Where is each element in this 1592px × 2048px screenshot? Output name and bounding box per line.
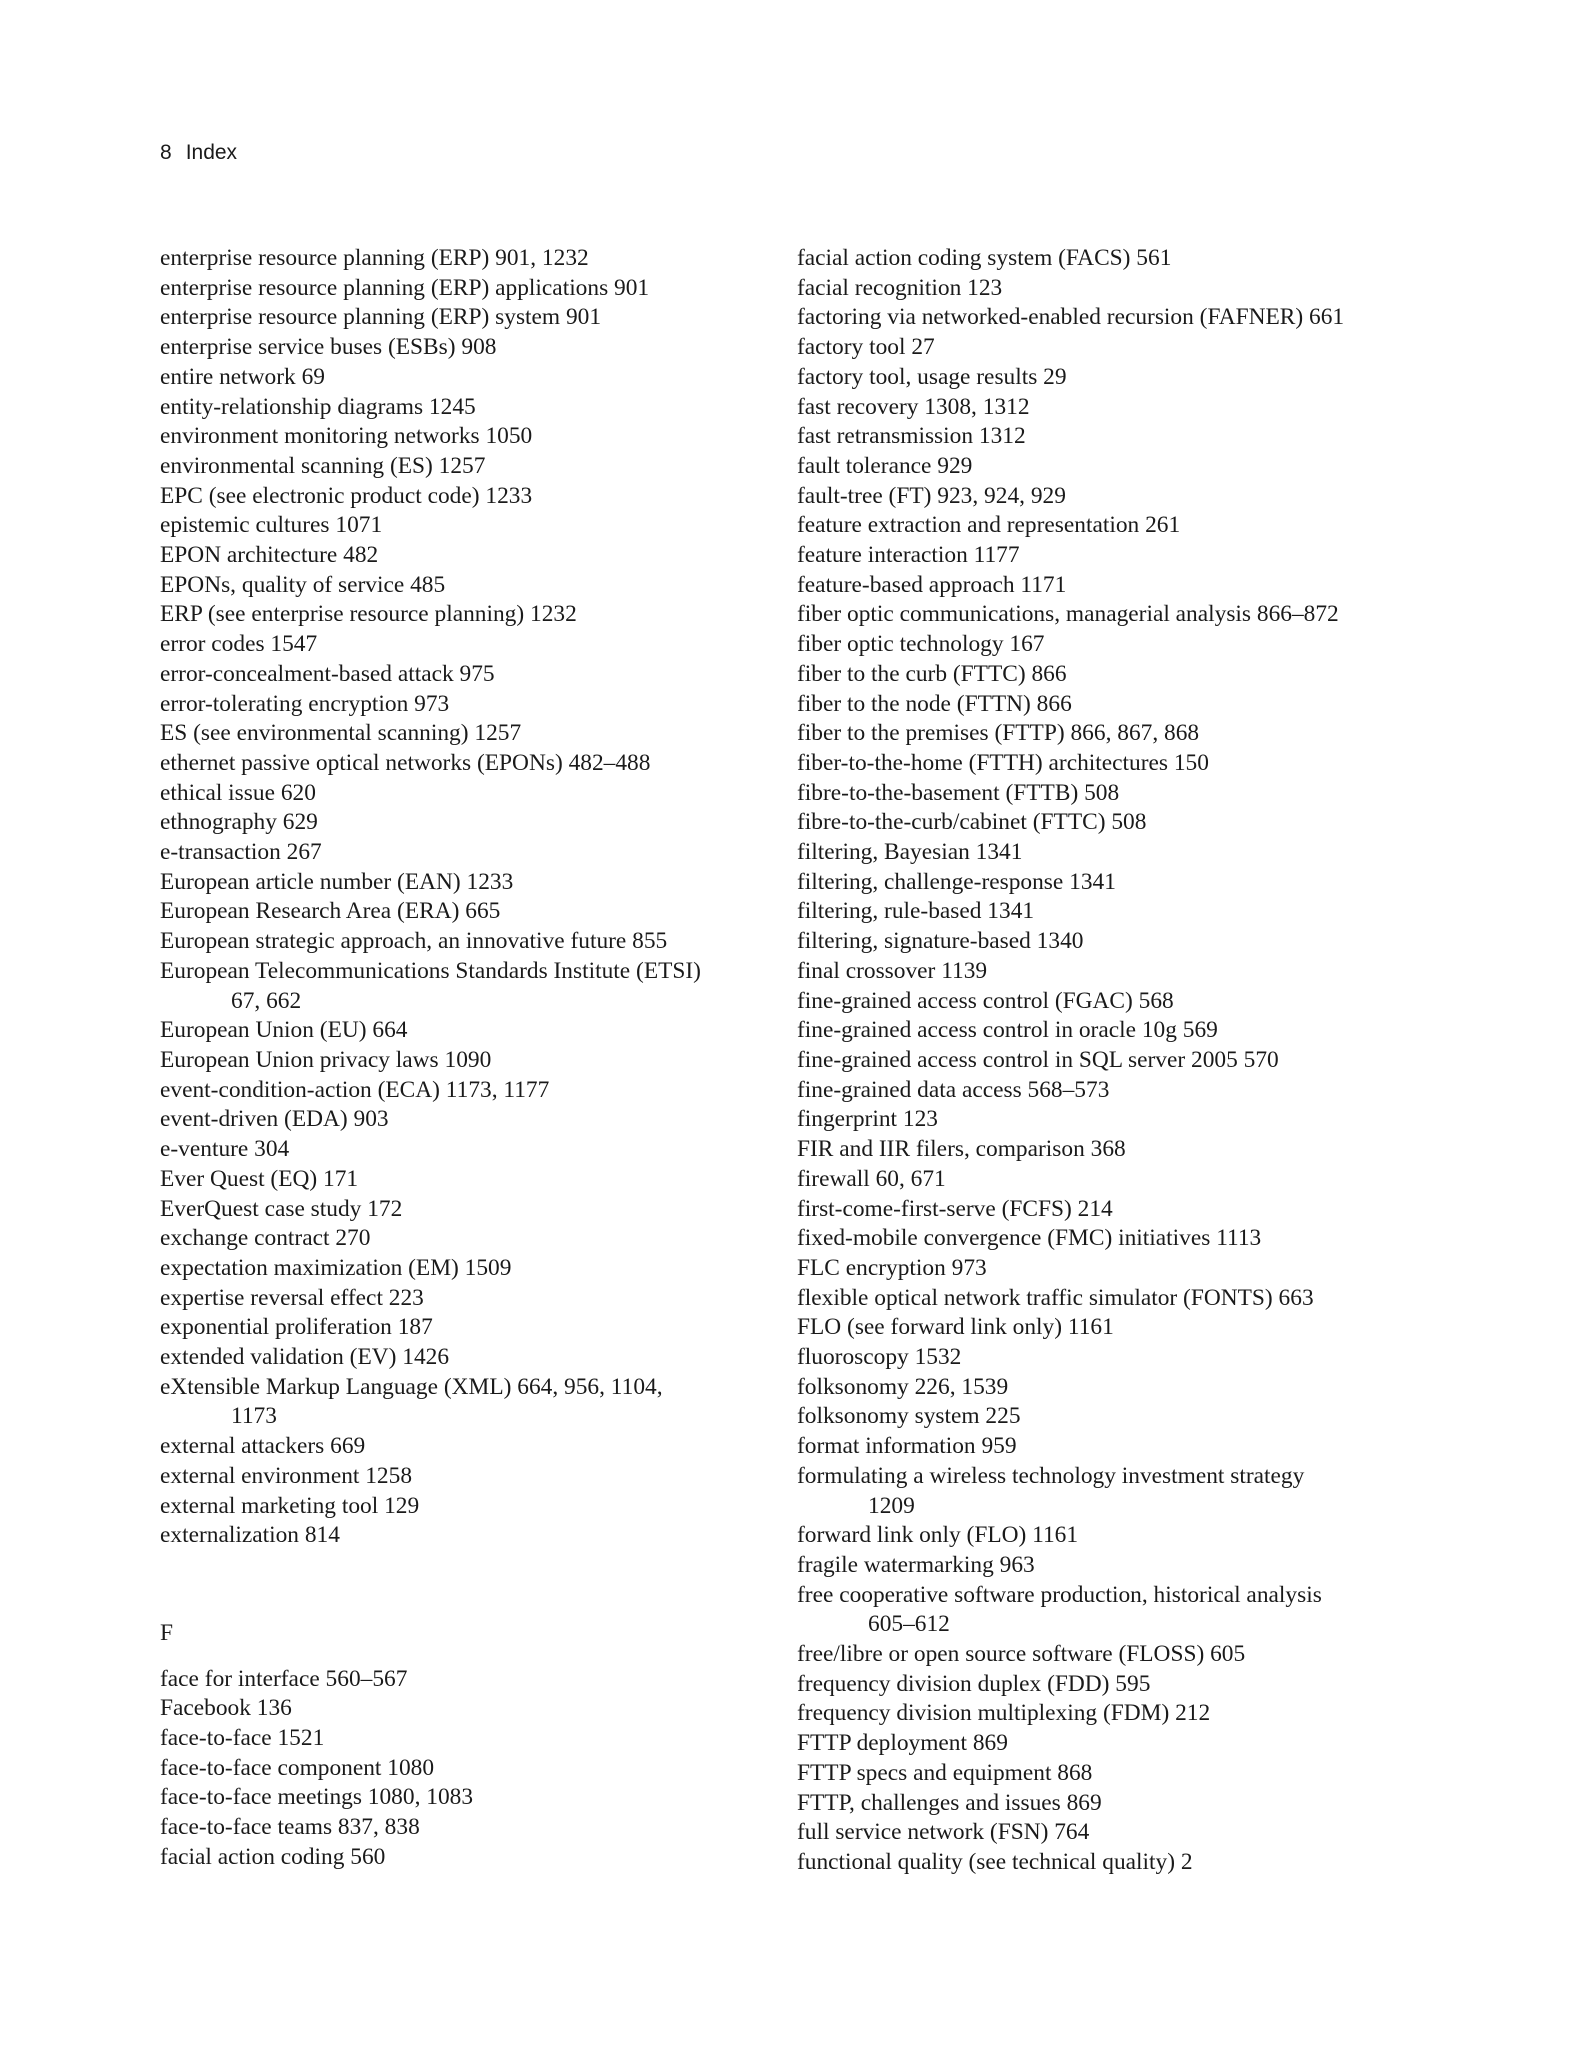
index-entry: face-to-face 1521 (160, 1725, 325, 1752)
index-entry: European article number (EAN) 1233 (160, 868, 514, 895)
index-entry: FTTP deployment 869 (797, 1730, 1008, 1757)
index-entry: fixed-mobile convergence (FMC) initiatives 1113 (797, 1225, 1262, 1252)
index-entry: fine-grained access control in oracle 10g 569 (797, 1017, 1218, 1044)
index-entry: environment monitoring networks 1050 (160, 423, 533, 450)
index-entry: facial action coding system (FACS) 561 (797, 245, 1172, 271)
index-entry: feature-based approach 1171 (797, 571, 1067, 598)
index-entry: event-condition-action (ECA) 1173, 1177 (160, 1076, 550, 1103)
index-entry: error-concealment-based attack 975 (160, 660, 495, 687)
section-letter: F (160, 1619, 174, 1646)
index-entry: filtering, challenge-response 1341 (797, 868, 1116, 895)
index-entry: flexible optical network traffic simulator (FONTS) 663 (797, 1284, 1314, 1311)
index-entry: fiber to the curb (FTTC) 866 (797, 660, 1067, 687)
index-entry: extended validation (EV) 1426 (160, 1344, 450, 1371)
index-entry: fiber optic technology 167 (797, 631, 1045, 658)
index-entry: facial recognition 123 (797, 274, 1003, 301)
index-entry: error codes 1547 (160, 631, 318, 658)
index-entry: ERP (see enterprise resource planning) 1232 (160, 601, 577, 628)
index-entry: EverQuest case study 172 (160, 1195, 403, 1222)
index-entry: fiber to the premises (FTTP) 866, 867, 868 (797, 720, 1200, 747)
index-entry: event-driven (EDA) 903 (160, 1106, 389, 1133)
index-entry: fingerprint 123 (797, 1106, 938, 1133)
index-entry: e-transaction 267 (160, 839, 322, 866)
index-entry: face-to-face component 1080 (160, 1754, 435, 1781)
index-entry: free/libre or open source software (FLOSS) 605 (797, 1641, 1246, 1668)
page-number: 8 (160, 141, 172, 164)
index-entry: error-tolerating encryption 973 (160, 690, 450, 717)
index-entry: enterprise resource planning (ERP) applications 901 (160, 274, 650, 301)
index-entry: fiber optic communications, managerial analysis 866–872 (797, 601, 1339, 628)
index-entry: expectation maximization (EM) 1509 (160, 1254, 512, 1281)
index-entry: environmental scanning (ES) 1257 (160, 452, 486, 479)
index-entry: fiber to the node (FTTN) 866 (797, 690, 1072, 717)
index-entry: formulating a wireless technology investment strategy 1209 (797, 1462, 1437, 1521)
index-entry: firewall 60, 671 (797, 1165, 946, 1192)
index-entry: ethernet passive optical networks (EPONs) 482–488 (160, 749, 651, 776)
index-entry: fine-grained access control (FGAC) 568 (797, 987, 1174, 1014)
index-entry: externalization 814 (160, 1522, 340, 1549)
index-entry: FLC encryption 973 (797, 1254, 987, 1281)
index-entry: external marketing tool 129 (160, 1492, 420, 1519)
index-entry: exchange contract 270 (160, 1225, 371, 1252)
index-entry: free cooperative software production, historical analysis 605–612 (797, 1581, 1437, 1640)
entry-continuation: 1209 (868, 1492, 915, 1519)
entry-continuation: 605–612 (868, 1611, 950, 1638)
index-entry: filtering, signature-based 1340 (797, 928, 1084, 955)
index-entry: FLO (see forward link only) 1161 (797, 1314, 1114, 1341)
index-entry: filtering, rule-based 1341 (797, 898, 1035, 925)
index-entry: Ever Quest (EQ) 171 (160, 1165, 359, 1192)
index-entry: final crossover 1139 (797, 957, 988, 984)
index-entry: fine-grained data access 568–573 (797, 1076, 1110, 1103)
index-entry: FIR and IIR filers, comparison 368 (797, 1136, 1126, 1163)
index-entry: facial action coding 560 (160, 1843, 386, 1870)
index-entry: entire network 69 (160, 363, 325, 390)
index-entry: fiber-to-the-home (FTTH) architectures 150 (797, 749, 1209, 776)
index-entry: exponential proliferation 187 (160, 1314, 433, 1341)
entry-continuation: 67, 662 (231, 987, 302, 1014)
index-entry: fault tolerance 929 (797, 452, 973, 479)
index-entry: full service network (FSN) 764 (797, 1819, 1090, 1846)
index-entry: eXtensible Markup Language (XML) 664, 956, 1104, 1173 (160, 1373, 760, 1432)
index-entry: first-come-first-serve (FCFS) 214 (797, 1195, 1113, 1222)
index-entry: European Telecommunications Standards Institute (ETSI) 67, 662 (160, 957, 760, 1016)
index-entry: EPC (see electronic product code) 1233 (160, 482, 533, 509)
index-entry: fault-tree (FT) 923, 924, 929 (797, 482, 1066, 509)
index-entry: functional quality (see technical quality) 2 (797, 1848, 1193, 1875)
index-entry: frequency division multiplexing (FDM) 212 (797, 1700, 1211, 1727)
index-entry: folksonomy 226, 1539 (797, 1373, 1009, 1400)
index-entry: folksonomy system 225 (797, 1403, 1021, 1430)
index-column-right (797, 244, 1437, 1878)
index-entry: FTTP specs and equipment 868 (797, 1759, 1093, 1786)
index-entry: fibre-to-the-basement (FTTB) 508 (797, 779, 1120, 806)
index-entry: external attackers 669 (160, 1433, 366, 1460)
index-entry: face-to-face meetings 1080, 1083 (160, 1784, 474, 1811)
index-entry: epistemic cultures 1071 (160, 512, 383, 539)
index-entry: EPON architecture 482 (160, 542, 379, 569)
index-entry: European Union (EU) 664 (160, 1017, 408, 1044)
header-title: Index (185, 141, 238, 164)
index-entry: enterprise resource planning (ERP) 901, 1232 (160, 245, 589, 271)
index-entry: face-to-face teams 837, 838 (160, 1814, 420, 1841)
index-entry: EPONs, quality of service 485 (160, 571, 446, 598)
index-entry: fibre-to-the-curb/cabinet (FTTC) 508 (797, 809, 1147, 836)
index-entry: e-venture 304 (160, 1136, 290, 1163)
index-entry: filtering, Bayesian 1341 (797, 839, 1023, 866)
index-entry: fine-grained access control in SQL server 2005 570 (797, 1046, 1279, 1073)
entry-continuation: 1173 (231, 1403, 277, 1430)
index-entry: entity-relationship diagrams 1245 (160, 393, 476, 420)
index-entry: ES (see environmental scanning) 1257 (160, 720, 522, 747)
index-entry: enterprise service buses (ESBs) 908 (160, 334, 497, 361)
index-entry: format information 959 (797, 1433, 1017, 1460)
index-entry: forward link only (FLO) 1161 (797, 1522, 1079, 1549)
index-entry: factory tool, usage results 29 (797, 363, 1067, 390)
index-entry: fast retransmission 1312 (797, 423, 1026, 450)
index-entry: European strategic approach, an innovative future 855 (160, 928, 668, 955)
index-entry: Facebook 136 (160, 1695, 292, 1722)
index-entry: fluoroscopy 1532 (797, 1344, 962, 1371)
index-entry: fast recovery 1308, 1312 (797, 393, 1030, 420)
index-entry: European Research Area (ERA) 665 (160, 898, 501, 925)
index-entry: European Union privacy laws 1090 (160, 1046, 492, 1073)
index-column-left (160, 244, 760, 1873)
index-entry: ethnography 629 (160, 809, 318, 836)
index-entry: enterprise resource planning (ERP) system 901 (160, 304, 602, 331)
index-entry: expertise reversal effect 223 (160, 1284, 424, 1311)
index-entry: feature extraction and representation 261 (797, 512, 1181, 539)
index-entry: face for interface 560–567 (160, 1665, 408, 1692)
index-entry: external environment 1258 (160, 1462, 413, 1489)
index-entry: fragile watermarking 963 (797, 1551, 1035, 1578)
index-entry: factory tool 27 (797, 334, 935, 361)
index-entry: ethical issue 620 (160, 779, 316, 806)
index-entry: feature interaction 1177 (797, 542, 1020, 569)
index-entry: factoring via networked-enabled recursion (FAFNER) 661 (797, 304, 1345, 331)
index-entry: FTTP, challenges and issues 869 (797, 1789, 1102, 1816)
running-header (160, 141, 237, 165)
index-entry: frequency division duplex (FDD) 595 (797, 1670, 1151, 1697)
